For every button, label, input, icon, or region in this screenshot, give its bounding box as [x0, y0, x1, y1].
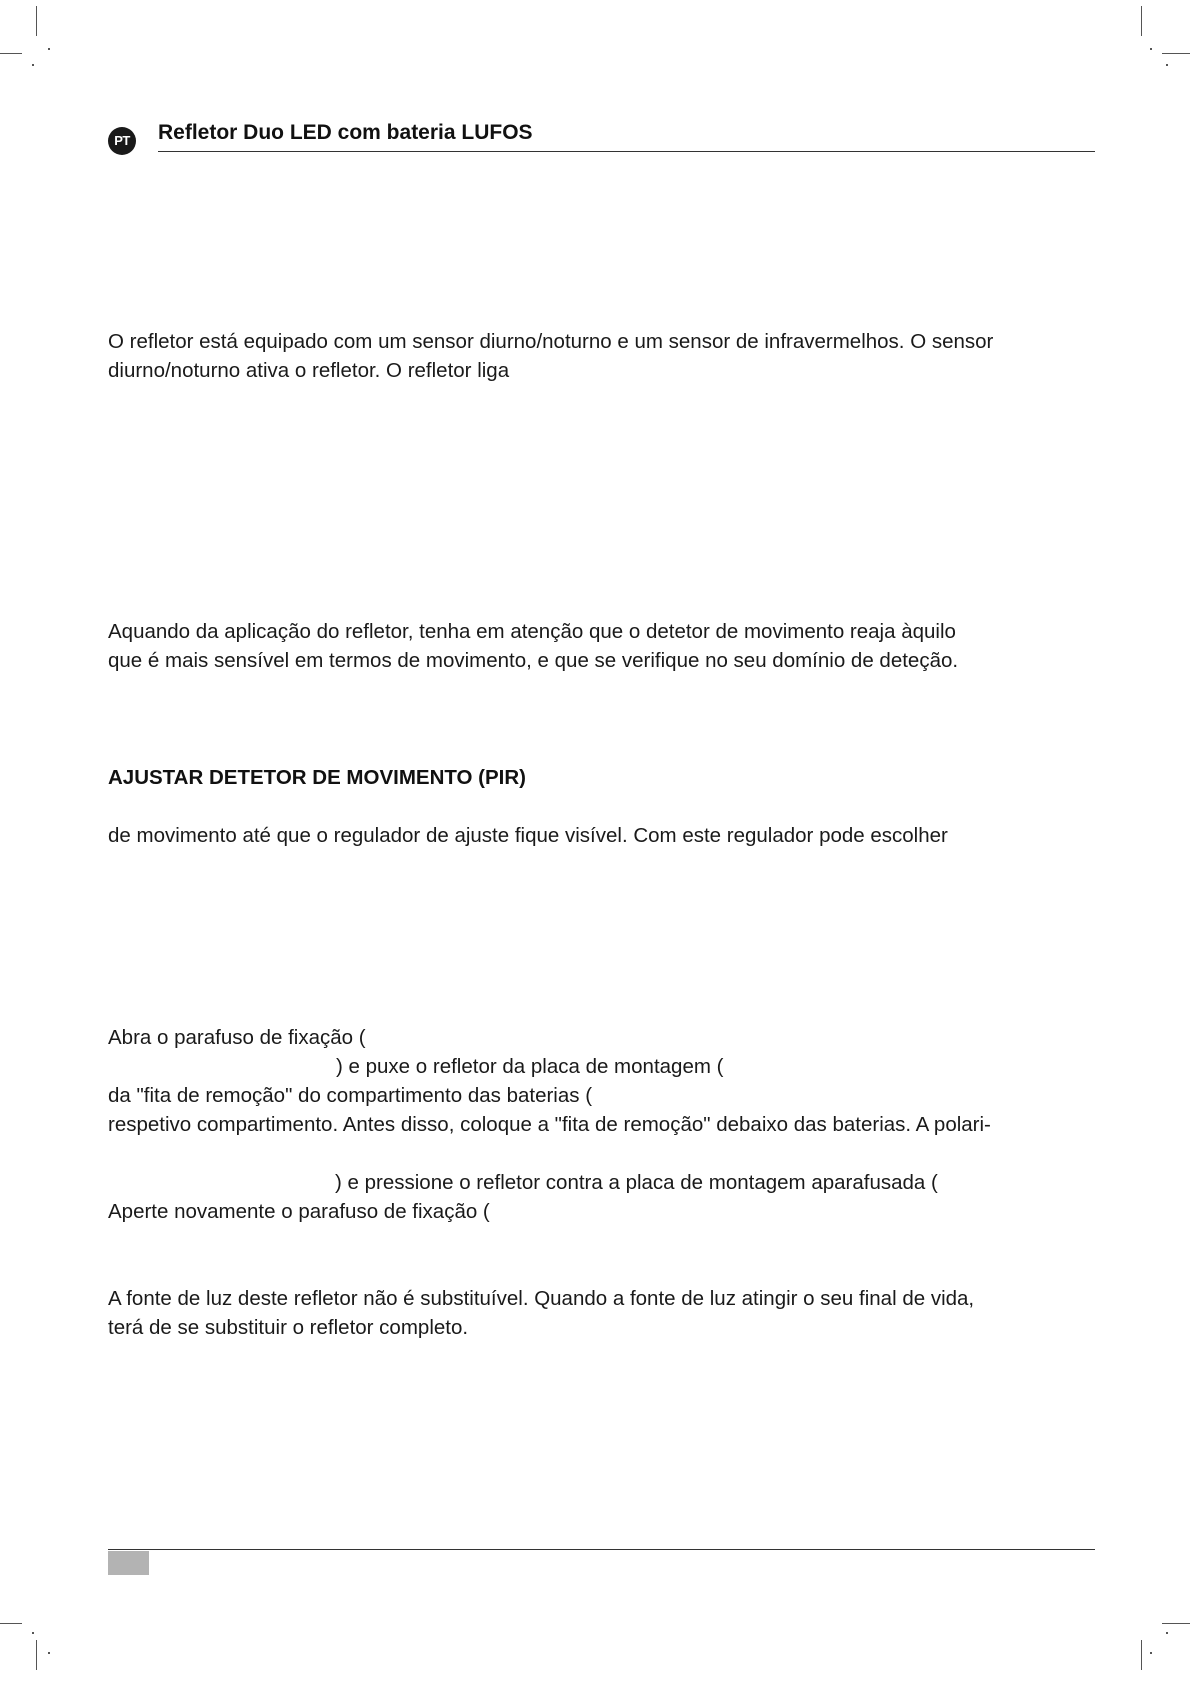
battery-line: da "fita de remoção" do compartimento das baterias ( [108, 1084, 593, 1107]
page-number-box [108, 1551, 149, 1575]
crop-mark [1166, 1632, 1168, 1634]
crop-mark [0, 1623, 22, 1624]
placement-line: que é mais sensível em termos de movimento, e que se verifique no seu domínio de deteção. [108, 649, 959, 672]
crop-mark [1150, 1652, 1152, 1654]
language-badge: PT [108, 127, 136, 155]
intro-line: O refletor está equipado com um sensor diurno/noturno e um sensor de infravermelhos. O sensor [108, 330, 994, 353]
crop-mark [32, 1632, 34, 1634]
battery-line: Abra o parafuso de fixação ( [108, 1026, 366, 1049]
footer-divider [108, 1549, 1095, 1550]
light-source-line: terá de se substituir o refletor completo. [108, 1316, 469, 1339]
header-divider [158, 151, 1095, 152]
crop-mark [1150, 48, 1152, 50]
crop-mark [1141, 6, 1142, 36]
crop-mark [48, 48, 50, 50]
crop-mark [1162, 53, 1190, 54]
battery-line: ) e pressione o refletor contra a placa de montagem aparafusada ( [335, 1171, 938, 1194]
crop-mark [0, 53, 22, 54]
light-source-line: A fonte de luz deste refletor não é substituível. Quando a fonte de luz atingir o seu final de vida, [108, 1287, 975, 1310]
crop-mark [36, 6, 37, 36]
battery-line: ) e puxe o refletor da placa de montagem ( [336, 1055, 724, 1078]
pir-line: de movimento até que o regulador de ajuste fique visível. Com este regulador pode escolher [108, 824, 948, 847]
section-heading-pir: AJUSTAR DETETOR DE MOVIMENTO (PIR) [108, 766, 526, 789]
battery-line: Aperte novamente o parafuso de fixação ( [108, 1200, 490, 1223]
placement-line: Aquando da aplicação do refletor, tenha em atenção que o detetor de movimento reaja àquilo [108, 620, 956, 643]
battery-line: respetivo compartimento. Antes disso, coloque a "fita de remoção" debaixo das baterias. A polari- [108, 1113, 991, 1136]
crop-mark [1166, 64, 1168, 66]
crop-mark [1141, 1640, 1142, 1670]
crop-mark [1162, 1623, 1190, 1624]
crop-mark [32, 64, 34, 66]
document-title: Refletor Duo LED com bateria LUFOS [158, 121, 533, 144]
crop-mark [36, 1640, 37, 1670]
crop-mark [48, 1652, 50, 1654]
intro-line: diurno/noturno ativa o refletor. O refletor liga [108, 359, 510, 382]
